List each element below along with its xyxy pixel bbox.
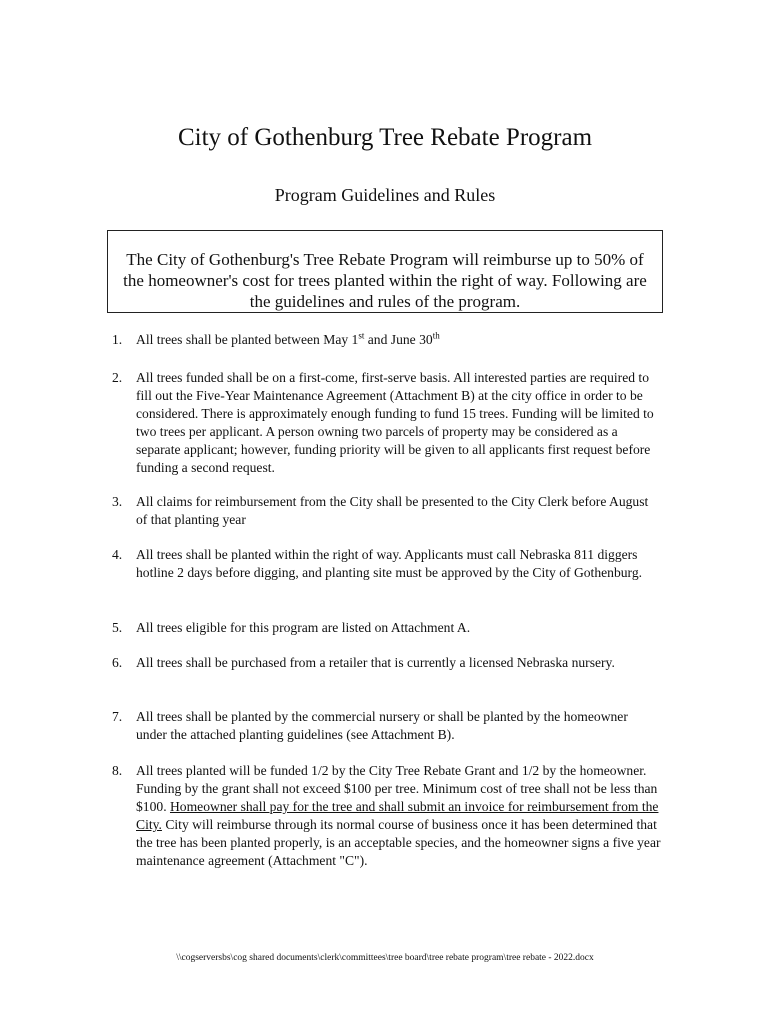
- intro-text: The City of Gothenburg's Tree Rebate Program will reimburse up to 50% of the homeowner's cost for trees planted within the right of way. Following are the guidelines and rules of the program.: [123, 250, 647, 311]
- rule-number: 3.: [112, 494, 123, 509]
- rule-number: 6.: [112, 655, 123, 670]
- file-path-footer: \\cogserversbs\cog shared documents\clerk\committees\tree board\tree rebate program\tree rebate - 2022.docx: [176, 953, 594, 963]
- rule-text: All trees shall be planted between May 1st and June 30th: [136, 330, 440, 347]
- rule-text: All trees shall be planted by the commercial nursery or shall be planted by the homeowner under the attached planting guidelines (see Attachment B).: [136, 709, 628, 742]
- intro-box: [107, 230, 663, 313]
- rule-text: All trees funded shall be on a first-come, first-serve basis. All interested parties are required to fill out the Five-Year Maintenance Agreement (Attachment B) at the city office in order to be considered. There is approximately enough funding to fund 15 trees. Funding will be limited to two trees per applicant. A person owning two parcels of property may be considered as a separate applicant; however, funding priority will be given to all applicants first request before funding a second request.: [136, 370, 654, 475]
- document-title: City of Gothenburg Tree Rebate Program: [177, 124, 593, 151]
- rule-text: All trees shall be planted within the right of way. Applicants must call Nebraska 811 diggers hotline 2 days before digging, and planting site must be approved by the City of Gothenburg.: [136, 547, 643, 580]
- document-subtitle: Program Guidelines and Rules: [274, 185, 496, 205]
- rule-number: 2.: [112, 370, 123, 385]
- rule-number: 8.: [112, 763, 123, 778]
- rule-text: All trees shall be purchased from a retailer that is currently a licensed Nebraska nursery.: [136, 655, 615, 670]
- rule-number: 5.: [112, 620, 123, 635]
- rule-text: All claims for reimbursement from the City shall be presented to the City Clerk before August of that planting year: [136, 494, 649, 527]
- rule-number: 4.: [112, 547, 123, 562]
- rule-number: 7.: [112, 709, 123, 724]
- rule-number: 1.: [112, 332, 123, 347]
- rule-text: All trees eligible for this program are listed on Attachment A.: [136, 620, 471, 635]
- rule-text: All trees planted will be funded 1/2 by the City Tree Rebate Grant and 1/2 by the homeowner. Funding by the grant shall not exceed $100 per tree. Minimum cost of tree shall not be less than $100. Homeowner shall pay for the tree and shall submit an invoice for reimbursement from the City. City will reimburse through its normal course of business once it has been determined that the tree has been planted properly, is an acceptable species, and the homeowner signs a five year maintenance agreement (Attachment "C").: [136, 763, 661, 868]
- underlined-requirement: Homeowner shall pay for the tree and shall submit an invoice for reimbursement from the City.: [136, 799, 659, 832]
